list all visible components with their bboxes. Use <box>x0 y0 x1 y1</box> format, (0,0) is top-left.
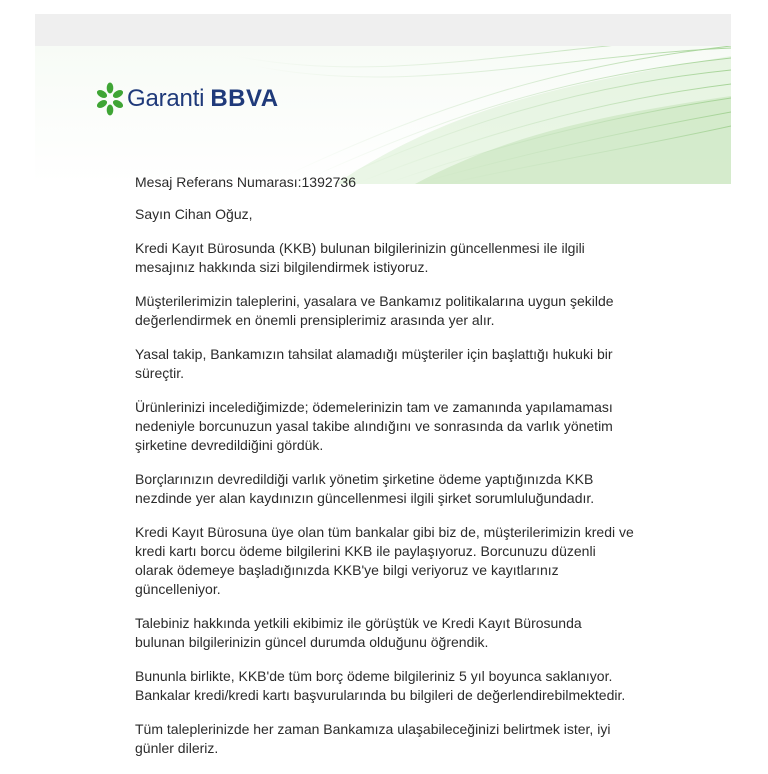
email-message <box>35 14 731 774</box>
message-body <box>135 173 635 773</box>
paragraph: Ürünlerinizi incelediğimizde; ödemelerinizin tam ve zamanında yapılamaması nedeniyle borcunuzun yasal takibe alındığını ve sonrasında da varlık yönetim şirketine devredildiğini gördük. <box>135 399 613 453</box>
clover-logo-icon <box>97 82 123 116</box>
paragraph: Bununla birlikte, KKB'de tüm borç ödeme bilgileriniz 5 yıl boyunca saklanıyor. Bankalar kredi/kredi kartı başvurularında bu bilgileri de değerlendirebilmektedir. <box>135 668 626 703</box>
paragraph: Borçlarınızın devredildiği varlık yönetim şirketine ödeme yaptığınızda KKB nezdinde yer alan kaydınızın güncellenmesi ilgili şirket sorumluluğundadır. <box>135 471 595 506</box>
brand-name: Garanti <box>127 85 205 112</box>
brand-wordmark <box>127 85 279 113</box>
brand-logo <box>97 81 279 117</box>
paragraph: Talebiniz hakkında yetkili ekibimiz ile görüştük ve Kredi Kayıt Bürosunda bulunan bilgilerinizin güncel durumda olduğunu öğrendik. <box>135 615 582 650</box>
message-reference: Mesaj Referans Numarası:1392736 <box>135 174 357 190</box>
header-banner <box>35 46 731 184</box>
paragraph: Tüm taleplerinizde her zaman Bankamıza ulaşabileceğinizi belirtmek ister, iyi günler dileriz. <box>135 721 611 756</box>
paragraph: Kredi Kayıt Bürosunda (KKB) bulunan bilgilerinizin güncellenmesi ile ilgili mesajınız hakkında sizi bilgilendirmek istiyoruz. <box>135 240 585 275</box>
paragraph: Kredi Kayıt Bürosuna üye olan tüm bankalar gibi biz de, müşterilerimizin kredi ve kredi kartı borcu ödeme bilgilerini KKB ile paylaşıyoruz. Borcunuzu düzenli olarak ödemeye başladığınızda KKB'ye bilgi veriyoruz ve kayıtlarınız güncelleniyor. <box>135 524 634 597</box>
greeting: Sayın Cihan Oğuz, <box>135 206 253 222</box>
paragraph: Müşterilerimizin taleplerini, yasalara ve Bankamız politikalarına uygun şekilde değerlendirmek en önemli prensiplerimiz arasında yer alır. <box>135 293 614 328</box>
brand-suffix: BBVA <box>210 85 279 112</box>
email-top-bar <box>35 14 731 46</box>
paragraph: Yasal takip, Bankamızın tahsilat alamadığı müşteriler için başlattığı hukuki bir süreçtir. <box>135 346 613 381</box>
